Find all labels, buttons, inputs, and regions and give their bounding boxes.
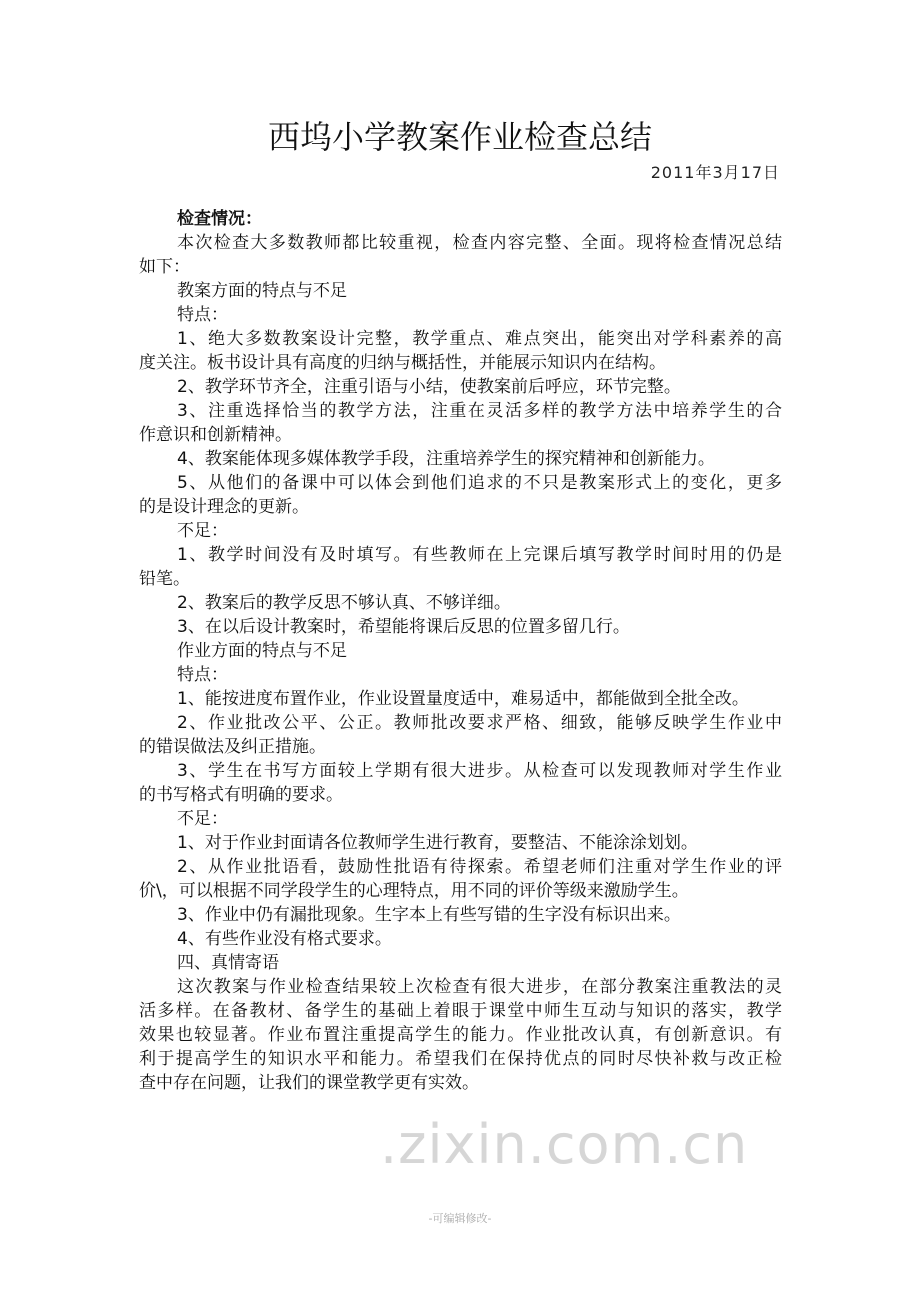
list-item: 4、有些作业没有格式要求。 [177,929,392,949]
subheading-weaknesses: 不足： [177,521,228,541]
document-title: 西坞小学教案作业检查总结 [267,118,652,156]
list-item-continued: 的错误做法及纠正措施。 [139,737,326,757]
section-heading-inspection: 检查情况： [177,209,262,229]
subheading-strengths: 特点： [177,665,228,685]
subheading-homework: 作业方面的特点与不足 [177,641,347,661]
subheading-closing: 四、真情寄语 [177,953,279,973]
list-item-continued: 铅笔。 [139,569,190,589]
list-item-continued: 价\，可以根据不同学段学生的心理特点，用不同的评价等级来激励学生。 [139,881,689,901]
page-footer: -可编辑修改- [428,1212,492,1225]
paragraph-line: 查中存在问题，让我们的课堂教学更有实效。 [139,1073,479,1093]
list-item: 2、从作业批语看，鼓励性批语有待探索。希望老师们注重对学生作业的评 [177,857,782,877]
list-item: 1、能按进度布置作业，作业设置量度适中，难易适中，都能做到全批全改。 [177,689,749,709]
paragraph-line: 活多样。在备教材、备学生的基础上着眼于课堂中师生互动与知识的落实，教学 [139,1001,782,1021]
subheading-strengths: 特点： [177,305,228,325]
paragraph-line: 本次检查大多数教师都比较重视，检查内容完整、全面。现将检查情况总结 [177,233,782,253]
document-date: 2011年3月17日 [650,163,780,182]
list-item-continued: 的书写格式有明确的要求。 [139,785,343,805]
list-item: 5、从他们的备课中可以体会到他们追求的不只是教案形式上的变化，更多 [177,473,782,493]
paragraph-line: 如下： [139,257,190,277]
list-item: 1、教学时间没有及时填写。有些教师在上完课后填写教学时间时用的仍是 [177,545,782,565]
subheading-weaknesses: 不足： [177,809,228,829]
list-item-continued: 的是设计理念的更新。 [139,497,309,517]
list-item: 2、教学环节齐全，注重引语与小结，使教案前后呼应，环节完整。 [177,377,681,397]
list-item: 3、学生在书写方面较上学期有很大进步。从检查可以发现教师对学生作业 [177,761,782,781]
watermark: .zixin.com.cn [380,1113,749,1176]
paragraph-line: 效果也较显著。作业布置注重提高学生的能力。作业批改认真，有创新意识。有 [139,1025,782,1045]
document-body [139,207,782,1095]
subheading-lesson-plans: 教案方面的特点与不足 [177,281,347,301]
list-item: 2、教案后的教学反思不够认真、不够详细。 [177,593,511,613]
list-item: 3、作业中仍有漏批现象。生字本上有些写错的生字没有标识出来。 [177,905,681,925]
list-item: 1、绝大多数教案设计完整，教学重点、难点突出，能突出对学科素养的高 [177,329,782,349]
list-item: 4、教案能体现多媒体教学手段，注重培养学生的探究精神和创新能力。 [177,449,715,469]
list-item: 3、注重选择恰当的教学方法，注重在灵活多样的教学方法中培养学生的合 [177,401,782,421]
paragraph-line: 这次教案与作业检查结果较上次检查有很大进步，在部分教案注重教法的灵 [177,977,782,997]
list-item: 1、对于作业封面请各位教师学生进行教育，要整洁、不能涂涂划划。 [177,833,698,853]
list-item-continued: 度关注。板书设计具有高度的归纳与概括性，并能展示知识内在结构。 [139,353,666,373]
list-item: 3、在以后设计教案时，希望能将课后反思的位置多留几行。 [177,617,630,637]
paragraph-line: 利于提高学生的知识水平和能力。希望我们在保持优点的同时尽快补救与改正检 [139,1049,782,1069]
list-item: 2、作业批改公平、公正。教师批改要求严格、细致，能够反映学生作业中 [177,713,782,733]
list-item-continued: 作意识和创新精神。 [139,425,292,445]
